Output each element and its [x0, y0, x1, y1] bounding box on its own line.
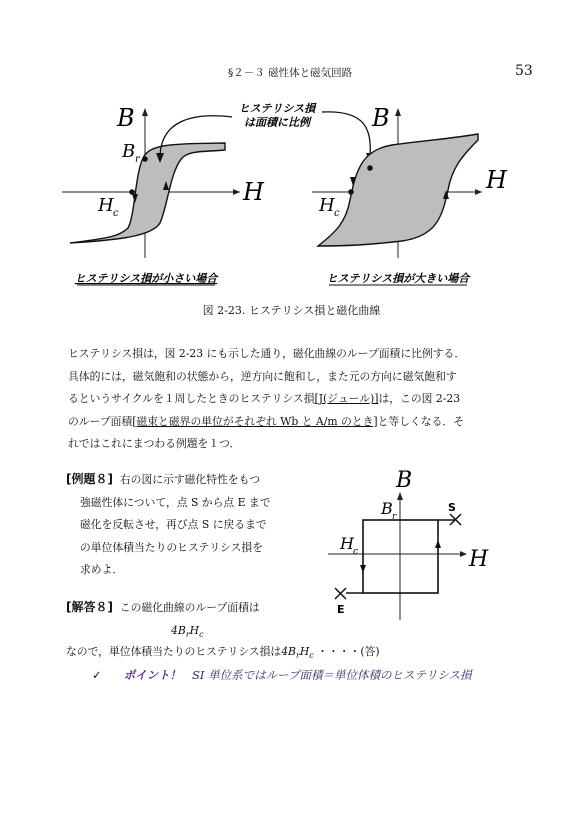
paragraph-line-3-a: るというサイクルを１周したときのヒステリシス損: [68, 392, 315, 405]
example-line-5: 求めよ．: [80, 563, 124, 577]
example-line-4: の単位体積当たりのヒステリシス損を: [80, 540, 264, 554]
right-loop: [318, 134, 478, 246]
answer-formula-sub-c: c: [199, 629, 204, 639]
answer-line-2: [66, 641, 526, 668]
right-h-arrowhead: [475, 189, 482, 195]
left-br-label: B: [122, 141, 136, 162]
small-br-label: B: [381, 499, 393, 518]
body-paragraph: [68, 343, 523, 456]
right-hc-label: H: [319, 195, 335, 216]
left-hc-point: [129, 189, 135, 195]
small-b-arrowhead: [397, 492, 403, 500]
paragraph-line-1: ヒステリシス損は，図 2-23 にも示した通り，磁化曲線のループ面積に比例する．: [68, 347, 466, 360]
left-b-label: B: [117, 104, 135, 132]
left-hc-label: H: [98, 195, 114, 216]
section-title: §２－３ 磁性体と磁気回路: [228, 67, 353, 79]
point-text: SI 単位系ではループ面積＝単位体積のヒステリシス損: [192, 668, 472, 682]
answer-formula-sub-r: r: [185, 629, 190, 639]
right-graph-label: ヒステリシス損が大きい場合: [326, 272, 470, 285]
answer-line-2-a: なので，単位体積当たりのヒステリシス損は: [66, 645, 282, 658]
small-hc-sub: c: [353, 547, 359, 557]
annotation-arrow-right: [322, 112, 370, 158]
small-b-label: B: [396, 468, 413, 493]
check-icon: ✓: [92, 668, 102, 682]
point-e-label: E: [337, 603, 345, 616]
answer-line-1: [66, 596, 326, 620]
answer-line-2-b: ・・・・(答): [317, 645, 380, 658]
small-h-arrowhead: [460, 551, 467, 557]
example-block: [66, 468, 326, 582]
page-number: 53: [515, 63, 533, 79]
answer-line-2-formula: 4B: [281, 645, 296, 658]
figure-caption: 図 2-23. ヒステリシス損と磁化曲線: [202, 304, 381, 317]
answer-formula-b: 4B: [171, 623, 186, 637]
square-loop-up-arrow: [435, 540, 441, 548]
point-s-label: S: [448, 501, 456, 514]
left-hc-sub: c: [113, 208, 119, 219]
right-h-label: H: [486, 166, 507, 194]
example-line-2: 強磁性体について，点 S から点 E まで: [80, 495, 271, 509]
answer-line-2-sub-c: c: [309, 651, 314, 661]
answer-line-1-text: この磁化曲線のループ面積は: [119, 601, 260, 614]
left-br-sub: r: [135, 154, 140, 165]
answer-block: [66, 596, 326, 646]
left-graph-label: ヒステリシス損が小さい場合: [74, 272, 218, 285]
example-line-1: [66, 468, 326, 492]
answer-conclusion: [66, 641, 526, 668]
answer-line-2-h: H: [299, 645, 310, 658]
example-label: [例題８]: [66, 472, 113, 486]
small-h-label: H: [469, 547, 489, 572]
point-line: [92, 667, 471, 683]
right-hc-sub: c: [334, 208, 340, 219]
paragraph-line-4-b: と等しくなる．そ: [377, 414, 465, 428]
left-br-point: [142, 156, 148, 162]
small-br-sub: r: [392, 512, 397, 522]
answer-line-2-sub-r: r: [296, 651, 300, 661]
paragraph-line-4-a: のループ面積: [68, 414, 133, 428]
left-h-label: H: [243, 178, 264, 206]
example-line-1-text: 右の図に示す磁化特性をもつ: [119, 473, 261, 486]
small-hc-label: H: [340, 534, 354, 553]
annotation-line1: ヒステリシス損: [238, 102, 316, 115]
square-loop-down-arrow: [360, 565, 366, 573]
paragraph-line-2: 具体的には，磁気飽和の状態から，逆方向に飽和し，また元の方向に磁気飽和す: [68, 369, 457, 383]
paragraph-line-4-underlined: [磁束と磁界の単位がそれぞれ Wb と A/m のとき]: [132, 414, 378, 428]
hysteresis-figure: [0, 90, 583, 290]
right-hc-point: [348, 189, 354, 195]
answer-label: [解答８]: [66, 600, 113, 614]
square-loop-figure: [320, 460, 520, 620]
left-b-arrowhead: [142, 108, 148, 116]
right-b-label: B: [372, 104, 390, 132]
paragraph-line-3-underlined: [J(ジュール)]: [314, 392, 379, 405]
paragraph-line-4: [68, 411, 523, 434]
point-label: ポイント！: [123, 668, 182, 682]
left-h-arrowhead: [233, 189, 240, 195]
right-b-arrowhead: [395, 108, 401, 116]
example-line-3: 磁化を反転させ，再び点 S に戻るまで: [80, 518, 267, 532]
paragraph-line-3-b: は，この図 2-23: [378, 392, 461, 405]
answer-formula-h: H: [189, 623, 200, 637]
annotation-line2: は面積に比例: [244, 116, 310, 129]
right-br-point: [367, 165, 373, 171]
paragraph-line-3: [68, 388, 523, 411]
paragraph-line-5: れではこれにまつわる例題を１つ．: [68, 437, 241, 450]
